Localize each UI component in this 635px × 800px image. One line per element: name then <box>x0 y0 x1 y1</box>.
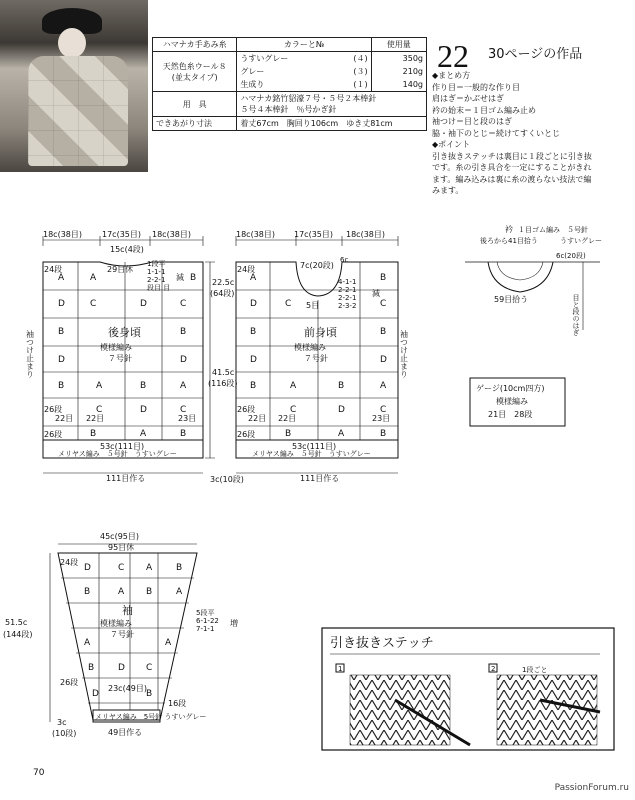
size-label: できあがり寸法 <box>153 117 237 131</box>
cell-letter: B <box>90 429 97 439</box>
front-rows26: 26段 <box>237 405 256 414</box>
sleeve-needle: ７号針 <box>110 630 134 639</box>
back-dim-left: 18c(38目) <box>43 230 82 239</box>
sleeve-bottom-inner: 23c(49目) <box>108 684 147 693</box>
cell-letter: D <box>180 355 187 365</box>
back-st22-mid: 22目 <box>86 414 105 423</box>
front-title: 前身頃 <box>304 326 337 339</box>
size-value: 着丈67cm 胸回り106cm ゆき丈81cm <box>237 117 427 131</box>
note-line: 引き抜きステッチは裏目に１段ごとに引き抜 <box>432 151 592 161</box>
collar-seam: 目と段のはぎ <box>572 294 580 336</box>
cell-letter: A <box>338 429 345 439</box>
cell-letter: A <box>146 563 153 573</box>
front-rows24: 24段 <box>237 265 256 274</box>
front-neck: 7c(20段) <box>300 261 334 270</box>
cell-letter: A <box>250 273 257 283</box>
tools-line2: ５号４本棒針 ％号かぎ針 <box>240 105 337 114</box>
back-dim-right: 18c(38目) <box>152 230 191 239</box>
cell-letter: A <box>118 587 125 597</box>
cell-letter: A <box>90 273 97 283</box>
gauge-value: 21目 28段 <box>488 410 533 419</box>
stitch-title: 引き抜きステッチ <box>330 636 434 651</box>
cell-letter: C <box>290 405 297 415</box>
cell-letter: C <box>146 663 153 673</box>
cell-letter: A <box>165 638 172 648</box>
collar-front-pickup: 59目拾う <box>494 295 529 304</box>
tools-line1: ハマナカ銘竹貂濠７号・５号２本棒針 <box>240 94 377 103</box>
cell-letter: A <box>58 273 65 283</box>
back-needle: ７号針 <box>108 354 132 363</box>
pattern-number: 22 <box>437 38 469 74</box>
collar-curve <box>488 262 553 292</box>
cell-letter: D <box>250 299 257 309</box>
back-shoulder-4: 段目 目 <box>147 284 171 292</box>
front-dim-left: 18c(38目) <box>236 230 275 239</box>
cell-letter: D <box>92 689 99 699</box>
front-st22-mid: 22目 <box>278 414 297 423</box>
cell-letter: B <box>176 563 183 573</box>
cell-letter: B <box>58 327 65 337</box>
color-name: うすいグレー <box>237 52 334 66</box>
front-center-stitches: 5目 <box>306 301 320 310</box>
cell-letter: B <box>380 429 387 439</box>
back-title: 後身頃 <box>108 326 141 339</box>
gauge-title: ゲージ(10cm四方) <box>476 384 545 393</box>
front-st23: 23目 <box>372 414 391 423</box>
front-cast-on: 111目作る <box>300 474 340 483</box>
collar-height: 6c(20段) <box>556 252 586 260</box>
back-height-armhole-rows: (64段) <box>210 289 235 298</box>
works-title: 30ページの作品 <box>488 47 583 62</box>
back-shoulder-3: 2-2-1 <box>147 276 166 284</box>
stitch-illustration-2 <box>497 675 597 745</box>
front-decrease: 減 <box>372 289 380 298</box>
cell-letter: D <box>140 299 147 309</box>
cell-letter: B <box>146 689 153 699</box>
back-height-body: 41.5c <box>212 368 235 377</box>
back-sleeve-attach: 袖つけ止まり <box>25 330 35 378</box>
notes-title-finishing: ◆まとめ方 <box>432 71 471 80</box>
back-rows26: 26段 <box>44 405 63 414</box>
front-needle: ７号針 <box>304 354 328 363</box>
col-yarn: ハマナカ手あみ糸 <box>153 38 237 52</box>
page-number: 70 <box>33 768 45 778</box>
cell-letter: D <box>58 355 65 365</box>
color-no: (４) <box>334 52 371 66</box>
cell-letter: B <box>380 327 387 337</box>
cell-letter: C <box>90 299 97 309</box>
gauge-pattern: 模様編み <box>496 397 528 406</box>
cell-letter: B <box>250 327 257 337</box>
back-height-body-rows: (116段) <box>208 379 238 388</box>
sleeve-cuff-label: メリヤス編み 5号針 うすいグレー <box>95 713 207 721</box>
cell-letter: A <box>380 381 387 391</box>
cell-letter: B <box>140 381 147 391</box>
note-line: 袖つけ＝目と段のはぎ <box>432 117 512 126</box>
front-st22-left: 22目 <box>248 414 267 423</box>
cell-letter: A <box>84 638 91 648</box>
front-dim-right: 18c(38目) <box>346 230 385 239</box>
notes-title-point: ◆ポイント <box>432 140 471 149</box>
cell-letter: B <box>190 273 197 283</box>
collar-pickup: 後ろから41目拾う <box>480 237 538 245</box>
cell-letter: D <box>380 355 387 365</box>
back-height-armhole: 22.5c <box>212 278 235 287</box>
cell-letter: B <box>285 429 292 439</box>
note-line: 作り目＝一般的な作り目 <box>432 82 520 92</box>
sleeve-cuff-height: 3c <box>57 718 67 727</box>
cell-letter: B <box>58 381 65 391</box>
sleeve-title: 袖 <box>122 604 133 617</box>
back-neck: 15c(4段) <box>110 245 144 254</box>
stitch-illustration-1 <box>350 675 450 745</box>
sleeve-length: 51.5c <box>5 618 28 627</box>
color-amount: 140g <box>371 78 426 92</box>
color-no: (１) <box>334 78 371 92</box>
back-pattern: 模様編み <box>100 343 132 352</box>
back-cast-on: 111目作る <box>106 474 146 483</box>
cell-letter: D <box>118 663 125 673</box>
back-st22-left: 22目 <box>55 414 74 423</box>
back-st23: 23目 <box>178 414 197 423</box>
color-no: (３) <box>353 67 368 76</box>
sleeve-inc-2: 6-1-22 <box>196 617 219 625</box>
sleeve-rows24: 24段 <box>60 558 79 567</box>
back-shoulder-1: 1段平 <box>147 260 166 268</box>
cell-letter: B <box>146 587 153 597</box>
cell-letter: A <box>180 381 187 391</box>
sleeve-top-rest: 95目休 <box>108 543 135 552</box>
sleeve-cuff-rows: (10段) <box>52 729 77 738</box>
sleeve-cast-on: 49目作る <box>108 728 143 737</box>
back-shoulder-2: 1-1-1 <box>147 268 166 276</box>
sleeve-pattern: 模様編み <box>100 619 132 628</box>
sleeve-inc-1: 5段平 <box>196 609 215 617</box>
front-neck-rows: 6c <box>340 256 349 264</box>
front-width: 53c(111目) <box>292 442 337 451</box>
front-pattern: 模様編み <box>294 343 326 352</box>
cell-letter: D <box>338 405 345 415</box>
sleeve-increase: 増 <box>230 619 238 628</box>
color-name: 生成り <box>237 78 334 92</box>
sleeve-st16: 16段 <box>168 699 187 708</box>
front-rows26b: 26段 <box>237 430 256 439</box>
note-line: ます。編み込みは裏に糸の渡らない技法で編 <box>432 174 592 184</box>
front-rib-label: メリヤス編み ５号針 うすいグレー <box>252 450 371 458</box>
back-dim-mid: 17c(35目) <box>102 230 141 239</box>
cell-letter: C <box>180 405 187 415</box>
sleeve-top: 45c(95目) <box>100 532 139 541</box>
front-shoulder-2: 2-2-1 <box>338 286 357 294</box>
note-line: です。糸の引き具合を一定にすることがきれ <box>432 163 592 172</box>
sleeve-length-rows: (144段) <box>3 630 33 639</box>
cell-letter: C <box>380 405 387 415</box>
color-amount: 350g <box>371 52 426 66</box>
cell-letter: D <box>84 563 91 573</box>
sleeve-inc-3: 7-1-1 <box>196 625 215 633</box>
cell-letter: C <box>180 299 187 309</box>
step2-note: 1段ごと <box>522 666 548 674</box>
cell-letter: C <box>96 405 103 415</box>
yarn-type: (並太タイプ) <box>171 72 218 82</box>
note-line: 衿の始末＝１目ゴム編み止め <box>432 105 536 115</box>
collar-title: 衿 <box>505 225 513 234</box>
collar-line1: １目ゴム編み ５号針 <box>518 226 588 234</box>
note-line: 肩はぎ＝かぶせはぎ <box>432 94 504 103</box>
cell-letter: D <box>140 405 147 415</box>
color-amount: 210g <box>371 65 426 78</box>
step1-label: 1 <box>338 665 343 673</box>
cell-letter: A <box>140 429 147 439</box>
rib-height: 3c(10段) <box>210 475 244 484</box>
back-neck-rows: 29目休 <box>107 265 134 274</box>
sleeve-rows26: 26段 <box>60 678 79 687</box>
yarn-name: 天然色糸ウール８ <box>162 61 227 71</box>
front-dim-mid: 17c(35目) <box>294 230 333 239</box>
col-color: カラーと№ <box>237 38 371 52</box>
front-shoulder-3: 2-2-1 <box>338 294 357 302</box>
back-rows24: 24段 <box>44 265 63 274</box>
back-decrease: 減 <box>176 273 184 282</box>
front-shoulder-4: 2-3-2 <box>338 302 357 310</box>
collar-inner-curve <box>497 262 543 280</box>
cell-letter: B <box>338 381 345 391</box>
note-line: 脇・袖下のとじ＝続けてすくいとじ <box>432 128 560 138</box>
cell-letter: A <box>290 381 297 391</box>
cell-letter: B <box>84 587 91 597</box>
tools-label: 用 具 <box>153 92 237 117</box>
cell-letter: D <box>58 299 65 309</box>
cell-letter: A <box>176 587 183 597</box>
color-name: グレー <box>237 65 334 78</box>
cell-letter: D <box>250 355 257 365</box>
cell-letter: C <box>118 563 125 573</box>
cell-letter: B <box>250 381 257 391</box>
front-shoulder-1: 4-1-1 <box>338 278 357 286</box>
collar-line2: うすいグレー <box>560 237 602 245</box>
cell-letter: B <box>88 663 95 673</box>
cell-letter: C <box>380 299 387 309</box>
step2-label: 2 <box>491 665 496 673</box>
front-sleeve-attach: 袖つけ止まり <box>399 330 409 378</box>
cell-letter: B <box>180 429 187 439</box>
back-rows26b: 26段 <box>44 430 63 439</box>
watermark: PassionForum.ru <box>554 783 629 793</box>
cell-letter: B <box>180 327 187 337</box>
cell-letter: A <box>96 381 103 391</box>
cell-letter: C <box>285 299 292 309</box>
back-rib-label: メリヤス編み ５号針 うすいグレー <box>58 450 177 458</box>
cell-letter: B <box>380 273 387 283</box>
col-amount: 使用量 <box>371 38 426 52</box>
note-line: みます。 <box>432 186 464 195</box>
back-width: 53c(111目) <box>100 442 145 451</box>
